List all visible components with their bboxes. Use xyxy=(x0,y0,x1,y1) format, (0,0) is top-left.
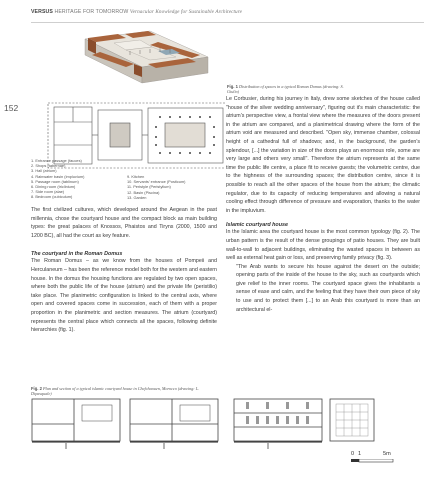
book-subtitle: Vernacular Knowledge for Sustainable Architecture xyxy=(129,9,243,15)
scale-bar-graphic xyxy=(351,459,395,463)
intro-paragraph: The first civilized cultures, which developed around the Aegean in the past millennia, chose the courtyard house and the compact block as main building types: the great palaces of Knossos, Phaistos and Tiryns (2000, 1500 and 1200 BC), all had the court as key feature. xyxy=(31,207,217,239)
page-number: 152 xyxy=(4,103,19,113)
legend-item: 1. Entrance passage (fauces) xyxy=(31,158,82,163)
figure2-label: Fig. 2 xyxy=(31,386,42,391)
legend-item: 11. Peristyle (Peristylium) xyxy=(127,184,171,190)
section-heading-domus: The courtyard in the Roman Domus xyxy=(31,251,123,258)
legend-item: 3. Hall (atrium) xyxy=(31,168,57,174)
brand-name: VERSUS xyxy=(31,9,53,15)
legend-item: 10. Servants' entrance (Posticum) xyxy=(127,179,186,185)
domus-paragraph: The Roman Domus – as we know from the houses of Pompeii and Herculaneum – has been the reference model both for the western and eastern house. In the domus the housing functions are regulated by two open spaces, where both the public life of the house (atrium) and the private life (peristilio) take place. The planimetric configuration is linked to the central axis, where open and covered spaces come in succession, each of them with a proper proportion in the planimetric and section measures. The atrium (courtyard) represents the central place which connects all the spaces, following definite hierarchies (fig. 1). xyxy=(31,258,217,334)
legend-item: 7. Side room (alae) xyxy=(31,189,65,195)
ground-floor-plan xyxy=(32,399,120,441)
islamic-house-drawing xyxy=(30,397,426,451)
legend-item: 5. Passage room (tablinum) xyxy=(31,178,79,184)
figure1-caption-text: Distribution of spaces in a typical Roman Domus (drawing: S. Giulio) xyxy=(227,84,344,95)
right-column xyxy=(226,95,420,314)
figure1-label: Fig. 1 xyxy=(227,84,238,89)
islamic-paragraph: In the Islamic area the courtyard house is the most common typology (fig. 2). The urban pattern is the result of the dense groupings of patio houses. They are built wall-to-wall to adjacent buildings, eliminating the wasted spaces in between as well as external heat gain or loss, and preserving family privacy (fig. 3). xyxy=(226,229,420,262)
scale-max: 5m xyxy=(383,451,391,457)
legend-item: 8. Bedroom (cubiculum) xyxy=(31,194,73,200)
left-column xyxy=(31,206,217,335)
scale-zero: 0 xyxy=(351,451,355,457)
domus-axonometric xyxy=(85,31,208,83)
legend-item: 13. Garden xyxy=(127,194,147,200)
figure1-legend-right xyxy=(127,174,185,200)
figure2-caption-text: Plan and section of a typical islamic courtyard house in Chefchaouen, Morocco (drawing: L. Dipasquale) xyxy=(31,386,200,397)
running-header xyxy=(31,9,242,15)
scale-one: 1 xyxy=(358,451,362,457)
legend-item: 9. Kitchen xyxy=(127,174,145,179)
figure2-caption xyxy=(31,386,206,396)
le-corbusier-paragraph: Le Corbusier, during his journey in Italy, drew some sketches of the house called "house of the silver wedding anniversary", figuring out it's main characteristic: the atrium's perspective view, a frontal view where the measures of the doors present in the atrium are compared, and a planimetrical drawing where the form of the atrium void are measured and described. "Open sky, immense chamber, colossal height of a cathedral full of shadows; and, in the background, the garden's splendour, [...] the variation in size of the doors plays an enormous role, some are very large and others very small". Therefore the atrium represents at the same time the public life centre, a place fit to receive guests; the volumetric centre, due to the highness of the surrounding spaces; the distribution centre, since it is possible to reach all the other spaces of the house from the atrium; the climatic regulator, due to its capacity of reducing temperatures and allowing a natural cooling effect through difference of pressure and evaporation, thanks to the water in the impluvium. xyxy=(226,96,420,214)
header-rule xyxy=(31,22,424,23)
legend-item: 12. Basin (Piscina) xyxy=(127,189,160,195)
legend-item: 2. Shops (tabernae) xyxy=(31,163,66,169)
first-floor-plan xyxy=(130,399,218,441)
arab-quote: "The Arab wants to secure his house against the desert on the outside; opening parts of the inside of the house to the sky, such as courtyards which give relief to the inner rooms. The courtyard space gives the inhabitants a sense of ease and calm, and the feeling that they have their own piece of sky to use and to protect them [...] to an Arab this courtyard is more than an architectural el- xyxy=(236,263,420,313)
figure1-legend-left xyxy=(31,158,84,200)
series-name: HERITAGE FOR TOMORROW xyxy=(52,9,130,15)
domus-illustration xyxy=(30,27,225,172)
legend-item: 6. Dining room (triclinium) xyxy=(31,184,76,190)
section-heading-islamic: Islamic courtyard house xyxy=(226,222,289,229)
legend-item: 4. Rainwater basin (impluvium) xyxy=(31,173,85,179)
figure1-caption xyxy=(227,84,347,94)
